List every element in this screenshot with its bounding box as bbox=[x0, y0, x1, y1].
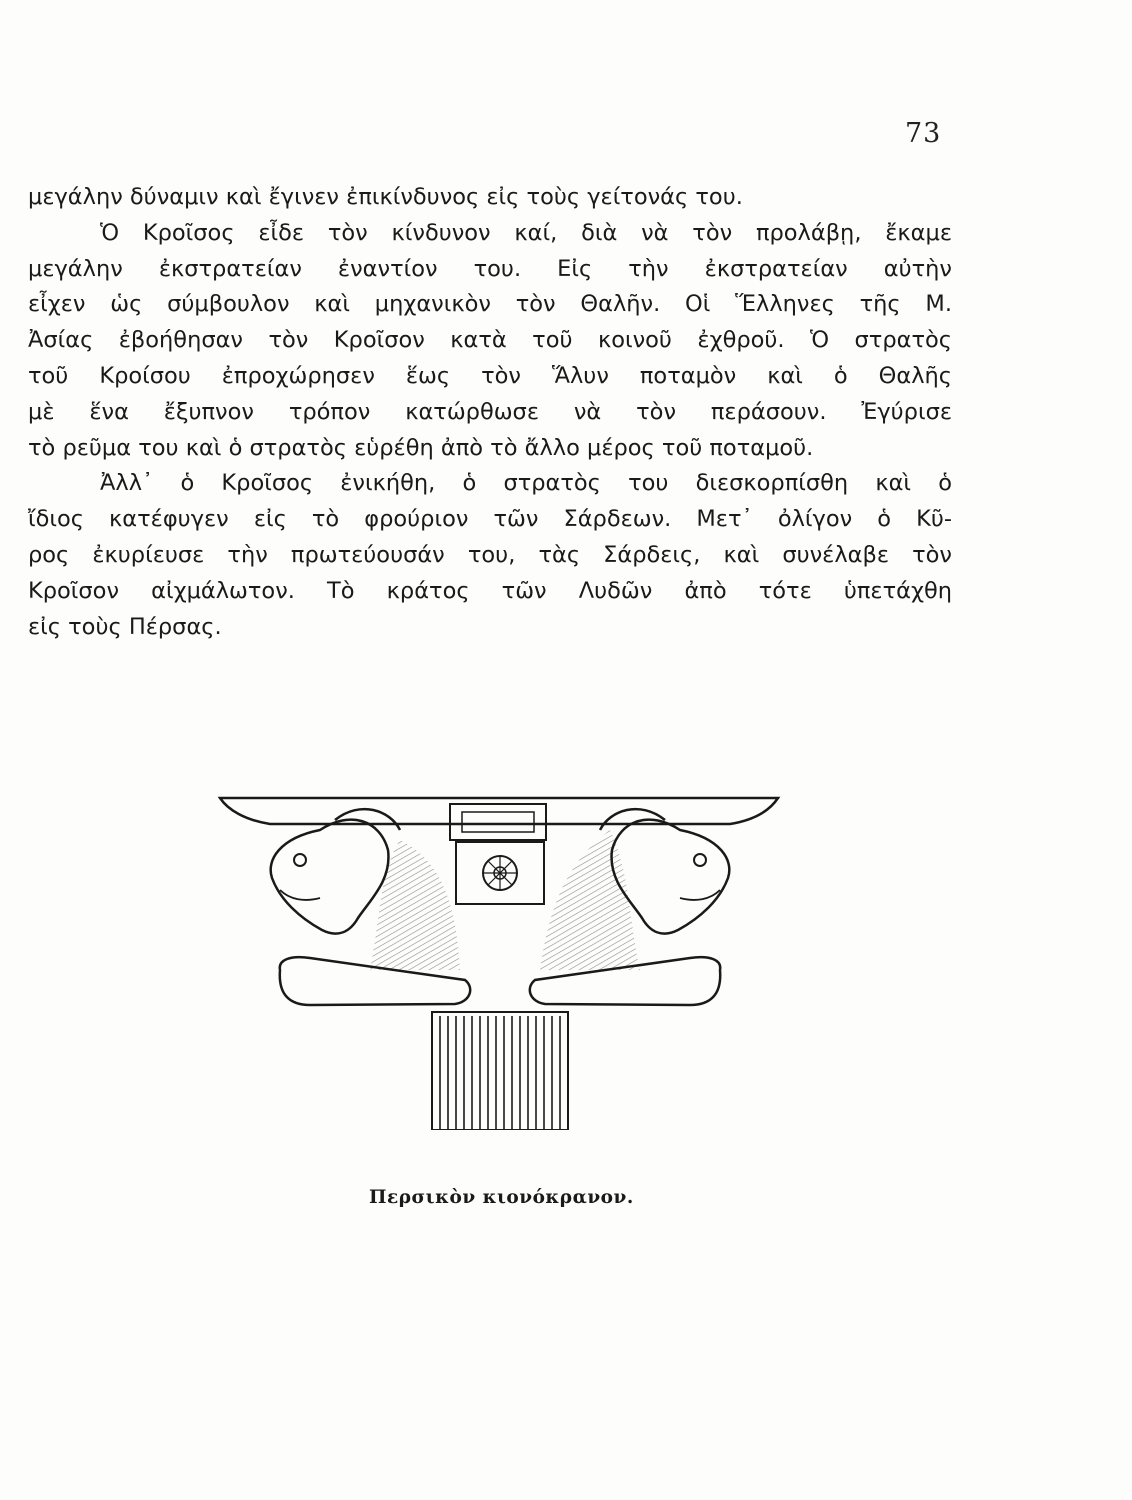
text-line: τοῦ Κροίσου ἐπροχώρησεν ἕως τὸν Ἅλυν ποταμὸν καὶ ὁ Θαλῆς bbox=[28, 362, 952, 389]
figure-caption: Περσικὸν κιονόκρανον. bbox=[369, 1187, 634, 1208]
text-line: εἶχεν ὡς σύμβουλον καὶ μηχανικὸν τὸν Θαλῆν. Οἱ Ἕλληνες τῆς Μ. bbox=[28, 291, 952, 318]
body-text bbox=[28, 180, 952, 645]
persian-capital-illustration bbox=[210, 790, 790, 1130]
text-line: τὸ ρεῦμα του καὶ ὁ στρατὸς εὑρέθη ἀπὸ τὸ ἄλλο μέρος τοῦ ποταμοῦ. bbox=[28, 434, 814, 461]
text-line: μεγάλην ἐκστρατείαν ἐναντίον του. Εἰς τὴν ἐκστρατείαν αὐτὴν bbox=[28, 255, 952, 282]
text-line: Ἀλλ᾽ ὁ Κροῖσος ἐνικήθη, ὁ στρατὸς του διεσκορπίσθη καὶ ὁ bbox=[100, 470, 952, 497]
text-line: εἰς τοὺς Πέρσας. bbox=[28, 613, 222, 640]
page-number: 73 bbox=[905, 118, 942, 149]
text-line: ρος ἐκυρίευσε τὴν πρωτεύουσάν του, τὰς Σάρδεις, καὶ συνέλαβε τὸν bbox=[28, 541, 952, 568]
text-line: Ἀσίας ἐβοήθησαν τὸν Κροῖσον κατὰ τοῦ κοινοῦ ἐχθροῦ. Ὁ στρατὸς bbox=[28, 327, 952, 354]
text-line: ἴδιος κατέφυγεν εἰς τὸ φρούριον τῶν Σάρδεων. Μετ᾽ ὀλίγον ὁ Κῦ- bbox=[28, 506, 952, 533]
text-line: μὲ ἕνα ἔξυπνον τρόπον κατώρθωσε νὰ τὸν περάσουν. Ἐγύρισε bbox=[28, 398, 952, 425]
text-line: μεγάλην δύναμιν καὶ ἔγινεν ἐπικίνδυνος εἰς τοὺς γείτονάς του. bbox=[28, 184, 743, 210]
text-line: Κροῖσον αἰχμάλωτον. Τὸ κράτος τῶν Λυδῶν ἀπὸ τότε ὑπετάχθη bbox=[28, 577, 952, 604]
text-line: Ὁ Κροῖσος εἶδε τὸν κίνδυνον καί, διὰ νὰ τὸν προλάβῃ, ἔκαμε bbox=[100, 219, 952, 246]
